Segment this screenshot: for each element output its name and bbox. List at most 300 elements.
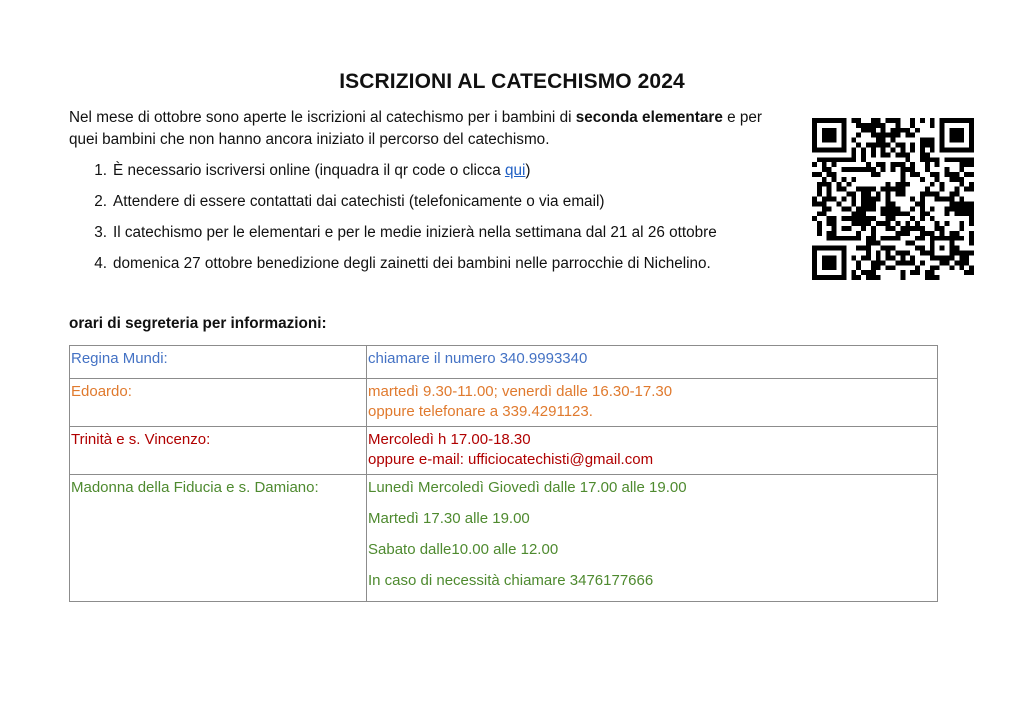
qr-module bbox=[959, 226, 964, 231]
qr-module bbox=[900, 251, 905, 256]
qr-module bbox=[969, 206, 974, 211]
qr-module bbox=[866, 206, 871, 211]
qr-module bbox=[861, 123, 866, 128]
qr-module bbox=[866, 275, 871, 280]
qr-module bbox=[881, 162, 886, 167]
qr-module bbox=[930, 157, 935, 162]
qr-module bbox=[812, 118, 817, 123]
qr-module bbox=[881, 128, 886, 133]
parish-name: Madonna della Fiducia e s. Damiano: bbox=[70, 475, 367, 602]
qr-module bbox=[861, 192, 866, 197]
qr-module bbox=[856, 275, 861, 280]
qr-module bbox=[871, 275, 876, 280]
qr-module bbox=[837, 236, 842, 241]
qr-module bbox=[954, 211, 959, 216]
parish-hours bbox=[367, 346, 938, 379]
qr-module bbox=[871, 197, 876, 202]
qr-module bbox=[895, 162, 900, 167]
qr-module bbox=[861, 255, 866, 260]
qr-module bbox=[954, 128, 959, 133]
qr-module bbox=[871, 241, 876, 246]
qr-module bbox=[817, 192, 822, 197]
qr-module bbox=[822, 211, 827, 216]
qr-module bbox=[891, 162, 896, 167]
qr-module bbox=[832, 147, 837, 152]
qr-module bbox=[832, 275, 837, 280]
qr-module bbox=[827, 197, 832, 202]
qr-module bbox=[886, 187, 891, 192]
qr-module bbox=[940, 246, 945, 251]
qr-module bbox=[876, 192, 881, 197]
qr-module bbox=[959, 255, 964, 260]
qr-module bbox=[881, 236, 886, 241]
qr-module bbox=[959, 138, 964, 143]
qr-module bbox=[945, 118, 950, 123]
qr-module bbox=[964, 201, 969, 206]
qr-module bbox=[954, 251, 959, 256]
step-number: 3. bbox=[94, 224, 107, 241]
qr-module bbox=[827, 128, 832, 133]
qr-module bbox=[886, 143, 891, 148]
qr-module bbox=[856, 260, 861, 265]
qr-module bbox=[881, 147, 886, 152]
qr-module bbox=[851, 236, 856, 241]
step-item bbox=[69, 160, 799, 191]
qr-module bbox=[959, 251, 964, 256]
qr-module bbox=[841, 187, 846, 192]
qr-module bbox=[822, 133, 827, 138]
qr-module bbox=[866, 270, 871, 275]
qr-module bbox=[866, 143, 871, 148]
qr-module bbox=[949, 128, 954, 133]
qr-module bbox=[841, 216, 846, 221]
qr-module bbox=[822, 275, 827, 280]
qr-module bbox=[949, 241, 954, 246]
qr-module bbox=[910, 147, 915, 152]
qr-module bbox=[876, 255, 881, 260]
qr-module bbox=[910, 255, 915, 260]
qr-module bbox=[841, 197, 846, 202]
qr-module bbox=[891, 138, 896, 143]
office-hours-table bbox=[69, 345, 938, 602]
qr-module bbox=[827, 255, 832, 260]
qr-module bbox=[827, 265, 832, 270]
qr-module bbox=[822, 147, 827, 152]
qr-module bbox=[886, 118, 891, 123]
qr-module bbox=[900, 260, 905, 265]
qr-module bbox=[812, 147, 817, 152]
qr-module bbox=[846, 167, 851, 172]
qr-module bbox=[895, 123, 900, 128]
qr-module bbox=[920, 138, 925, 143]
qr-module bbox=[846, 236, 851, 241]
qr-module bbox=[915, 226, 920, 231]
hours-line: martedì 9.30-11.00; venerdì dalle 16.30-17.30 bbox=[368, 383, 673, 400]
qr-module bbox=[841, 206, 846, 211]
qr-module bbox=[964, 206, 969, 211]
qr-module bbox=[954, 206, 959, 211]
qr-module bbox=[915, 128, 920, 133]
qr-module bbox=[827, 138, 832, 143]
qr-module bbox=[969, 138, 974, 143]
qr-module bbox=[827, 167, 832, 172]
qr-module bbox=[959, 157, 964, 162]
qr-module bbox=[841, 167, 846, 172]
qr-module bbox=[812, 172, 817, 177]
qr-module bbox=[969, 251, 974, 256]
qr-module bbox=[930, 147, 935, 152]
qr-code-icon[interactable] bbox=[812, 118, 974, 280]
qr-module bbox=[861, 226, 866, 231]
intro-bold-text: seconda elementare bbox=[575, 109, 723, 126]
qr-module bbox=[940, 123, 945, 128]
qr-module bbox=[812, 246, 817, 251]
qr-module bbox=[895, 211, 900, 216]
qr-module bbox=[851, 216, 856, 221]
qr-module bbox=[905, 167, 910, 172]
qr-module bbox=[930, 143, 935, 148]
qr-module bbox=[895, 231, 900, 236]
register-link[interactable]: qui bbox=[504, 162, 526, 179]
qr-module bbox=[910, 172, 915, 177]
qr-module bbox=[895, 192, 900, 197]
qr-module bbox=[841, 118, 846, 123]
qr-module bbox=[832, 246, 837, 251]
qr-module bbox=[871, 172, 876, 177]
qr-module bbox=[827, 187, 832, 192]
qr-module bbox=[964, 118, 969, 123]
qr-module bbox=[817, 157, 822, 162]
qr-module bbox=[940, 255, 945, 260]
qr-module bbox=[945, 197, 950, 202]
qr-module bbox=[905, 211, 910, 216]
qr-module bbox=[915, 265, 920, 270]
qr-module bbox=[935, 192, 940, 197]
parish-name: Regina Mundi: bbox=[70, 346, 367, 379]
qr-module bbox=[905, 128, 910, 133]
qr-module bbox=[940, 260, 945, 265]
qr-module bbox=[861, 216, 866, 221]
qr-module bbox=[891, 216, 896, 221]
qr-module bbox=[871, 206, 876, 211]
qr-module bbox=[891, 167, 896, 172]
qr-module bbox=[866, 192, 871, 197]
qr-module bbox=[945, 260, 950, 265]
qr-module bbox=[954, 236, 959, 241]
qr-module bbox=[940, 182, 945, 187]
qr-module bbox=[910, 241, 915, 246]
qr-module bbox=[886, 255, 891, 260]
qr-module bbox=[861, 187, 866, 192]
qr-module bbox=[905, 182, 910, 187]
qr-module bbox=[920, 206, 925, 211]
intro-paragraph bbox=[69, 107, 769, 151]
qr-module bbox=[895, 236, 900, 241]
qr-module bbox=[846, 226, 851, 231]
qr-module bbox=[935, 162, 940, 167]
qr-module bbox=[930, 255, 935, 260]
qr-module bbox=[935, 265, 940, 270]
hours-line: Mercoledì h 17.00-18.30 bbox=[368, 431, 531, 448]
qr-module bbox=[905, 133, 910, 138]
qr-module bbox=[861, 206, 866, 211]
step-number: 1. bbox=[94, 162, 107, 179]
qr-module bbox=[876, 123, 881, 128]
qr-module bbox=[841, 236, 846, 241]
qr-module bbox=[969, 133, 974, 138]
qr-module bbox=[959, 201, 964, 206]
qr-module bbox=[940, 197, 945, 202]
qr-module bbox=[969, 221, 974, 226]
qr-module bbox=[964, 251, 969, 256]
qr-module bbox=[841, 147, 846, 152]
qr-module bbox=[959, 236, 964, 241]
qr-module bbox=[959, 167, 964, 172]
qr-module bbox=[969, 201, 974, 206]
hours-line: Lunedì Mercoledì Giovedì dalle 17.00 alle 19.00 bbox=[368, 479, 687, 496]
qr-module bbox=[930, 241, 935, 246]
qr-module bbox=[905, 241, 910, 246]
qr-module bbox=[925, 251, 930, 256]
step-text-before: È necessario iscriversi online (inquadra il qr code o clicca bbox=[113, 162, 505, 179]
qr-module bbox=[895, 133, 900, 138]
qr-module bbox=[925, 270, 930, 275]
qr-module bbox=[925, 211, 930, 216]
qr-module bbox=[900, 255, 905, 260]
qr-module bbox=[837, 246, 842, 251]
hours-line: In caso di necessità chiamare 3476177666 bbox=[368, 572, 654, 589]
qr-module bbox=[876, 133, 881, 138]
qr-module bbox=[930, 265, 935, 270]
qr-module bbox=[881, 133, 886, 138]
qr-module bbox=[841, 138, 846, 143]
qr-module bbox=[935, 236, 940, 241]
qr-module bbox=[930, 123, 935, 128]
qr-module bbox=[861, 167, 866, 172]
qr-module bbox=[866, 251, 871, 256]
qr-module bbox=[895, 128, 900, 133]
qr-module bbox=[817, 118, 822, 123]
qr-module bbox=[817, 201, 822, 206]
qr-module bbox=[891, 255, 896, 260]
qr-module bbox=[949, 172, 954, 177]
qr-module bbox=[822, 255, 827, 260]
qr-module bbox=[886, 206, 891, 211]
qr-module bbox=[915, 201, 920, 206]
qr-module bbox=[881, 246, 886, 251]
qr-module bbox=[827, 236, 832, 241]
qr-module bbox=[846, 182, 851, 187]
qr-module bbox=[959, 162, 964, 167]
qr-module bbox=[876, 251, 881, 256]
qr-module bbox=[866, 246, 871, 251]
qr-module bbox=[832, 260, 837, 265]
qr-module bbox=[895, 182, 900, 187]
qr-module bbox=[822, 182, 827, 187]
qr-module bbox=[900, 177, 905, 182]
qr-module bbox=[964, 162, 969, 167]
qr-module bbox=[817, 275, 822, 280]
qr-module bbox=[866, 241, 871, 246]
qr-module bbox=[827, 182, 832, 187]
qr-module bbox=[871, 216, 876, 221]
qr-module bbox=[900, 231, 905, 236]
qr-module bbox=[851, 157, 856, 162]
qr-module bbox=[827, 231, 832, 236]
qr-module bbox=[841, 260, 846, 265]
qr-module bbox=[812, 270, 817, 275]
qr-module bbox=[822, 177, 827, 182]
qr-module bbox=[891, 128, 896, 133]
qr-module bbox=[851, 275, 856, 280]
qr-module bbox=[881, 152, 886, 157]
qr-module bbox=[812, 162, 817, 167]
steps-list bbox=[69, 160, 799, 284]
qr-module bbox=[832, 157, 837, 162]
qr-module bbox=[920, 216, 925, 221]
qr-module bbox=[949, 197, 954, 202]
qr-module bbox=[817, 211, 822, 216]
qr-module bbox=[827, 133, 832, 138]
qr-module bbox=[841, 270, 846, 275]
qr-module bbox=[900, 187, 905, 192]
qr-module bbox=[851, 167, 856, 172]
qr-module bbox=[837, 275, 842, 280]
qr-module bbox=[930, 206, 935, 211]
qr-module bbox=[891, 118, 896, 123]
qr-module bbox=[930, 118, 935, 123]
qr-module bbox=[935, 221, 940, 226]
qr-module bbox=[959, 147, 964, 152]
qr-module bbox=[871, 231, 876, 236]
parish-hours bbox=[367, 427, 938, 475]
qr-module bbox=[954, 231, 959, 236]
qr-module bbox=[969, 123, 974, 128]
qr-module bbox=[832, 216, 837, 221]
qr-module bbox=[920, 201, 925, 206]
qr-module bbox=[856, 231, 861, 236]
qr-module bbox=[846, 157, 851, 162]
qr-module bbox=[959, 265, 964, 270]
qr-module bbox=[832, 265, 837, 270]
qr-module bbox=[895, 118, 900, 123]
qr-module bbox=[915, 246, 920, 251]
qr-module bbox=[871, 265, 876, 270]
qr-module bbox=[866, 187, 871, 192]
qr-module bbox=[827, 216, 832, 221]
parish-name: Trinità e s. Vincenzo: bbox=[70, 427, 367, 475]
qr-module bbox=[861, 270, 866, 275]
qr-module bbox=[832, 221, 837, 226]
qr-module bbox=[851, 211, 856, 216]
qr-module bbox=[856, 187, 861, 192]
qr-module bbox=[832, 128, 837, 133]
qr-module bbox=[876, 138, 881, 143]
qr-module bbox=[851, 221, 856, 226]
qr-module bbox=[964, 147, 969, 152]
qr-module bbox=[959, 182, 964, 187]
qr-module bbox=[812, 143, 817, 148]
qr-module bbox=[832, 162, 837, 167]
qr-module bbox=[812, 265, 817, 270]
qr-module bbox=[891, 236, 896, 241]
qr-module bbox=[856, 206, 861, 211]
qr-module bbox=[881, 143, 886, 148]
qr-module bbox=[964, 187, 969, 192]
qr-module bbox=[812, 255, 817, 260]
qr-module bbox=[920, 177, 925, 182]
qr-module bbox=[886, 133, 891, 138]
qr-module bbox=[832, 197, 837, 202]
qr-module bbox=[822, 118, 827, 123]
qr-module bbox=[812, 260, 817, 265]
qr-module bbox=[910, 226, 915, 231]
qr-module bbox=[881, 211, 886, 216]
qr-module bbox=[954, 138, 959, 143]
qr-module bbox=[900, 167, 905, 172]
qr-module bbox=[886, 201, 891, 206]
qr-module bbox=[969, 143, 974, 148]
qr-module bbox=[900, 211, 905, 216]
step-item bbox=[69, 253, 799, 284]
qr-module bbox=[827, 275, 832, 280]
qr-module bbox=[837, 157, 842, 162]
qr-module bbox=[949, 192, 954, 197]
qr-module bbox=[910, 206, 915, 211]
qr-module bbox=[910, 123, 915, 128]
qr-module bbox=[940, 226, 945, 231]
qr-module bbox=[871, 201, 876, 206]
qr-module bbox=[817, 182, 822, 187]
qr-module bbox=[969, 270, 974, 275]
parish-name: Edoardo: bbox=[70, 379, 367, 427]
qr-module bbox=[841, 265, 846, 270]
qr-module bbox=[910, 260, 915, 265]
qr-module bbox=[891, 187, 896, 192]
qr-module bbox=[949, 201, 954, 206]
qr-module bbox=[920, 260, 925, 265]
qr-module bbox=[866, 216, 871, 221]
qr-module bbox=[827, 221, 832, 226]
qr-module bbox=[925, 143, 930, 148]
qr-module bbox=[949, 265, 954, 270]
qr-module bbox=[969, 182, 974, 187]
qr-module bbox=[876, 221, 881, 226]
qr-module bbox=[822, 157, 827, 162]
qr-module bbox=[822, 128, 827, 133]
qr-module bbox=[881, 187, 886, 192]
qr-module bbox=[895, 143, 900, 148]
qr-module bbox=[861, 201, 866, 206]
step-number: 4. bbox=[94, 255, 107, 272]
qr-module bbox=[871, 143, 876, 148]
qr-module bbox=[856, 133, 861, 138]
qr-module bbox=[891, 226, 896, 231]
qr-module bbox=[915, 270, 920, 275]
step-text: Attendere di essere contattati dai catechisti (telefonicamente o via email) bbox=[113, 193, 605, 210]
qr-module bbox=[856, 236, 861, 241]
qr-module bbox=[841, 157, 846, 162]
qr-module bbox=[876, 162, 881, 167]
qr-module bbox=[969, 216, 974, 221]
intro-text-2: e per quei bambini che non hanno ancora iniziato il percorso del catechismo. bbox=[69, 109, 762, 148]
qr-module bbox=[891, 201, 896, 206]
qr-module bbox=[930, 231, 935, 236]
step-text-after: ) bbox=[525, 162, 531, 179]
qr-module bbox=[910, 133, 915, 138]
qr-module bbox=[935, 255, 940, 260]
qr-module bbox=[871, 147, 876, 152]
